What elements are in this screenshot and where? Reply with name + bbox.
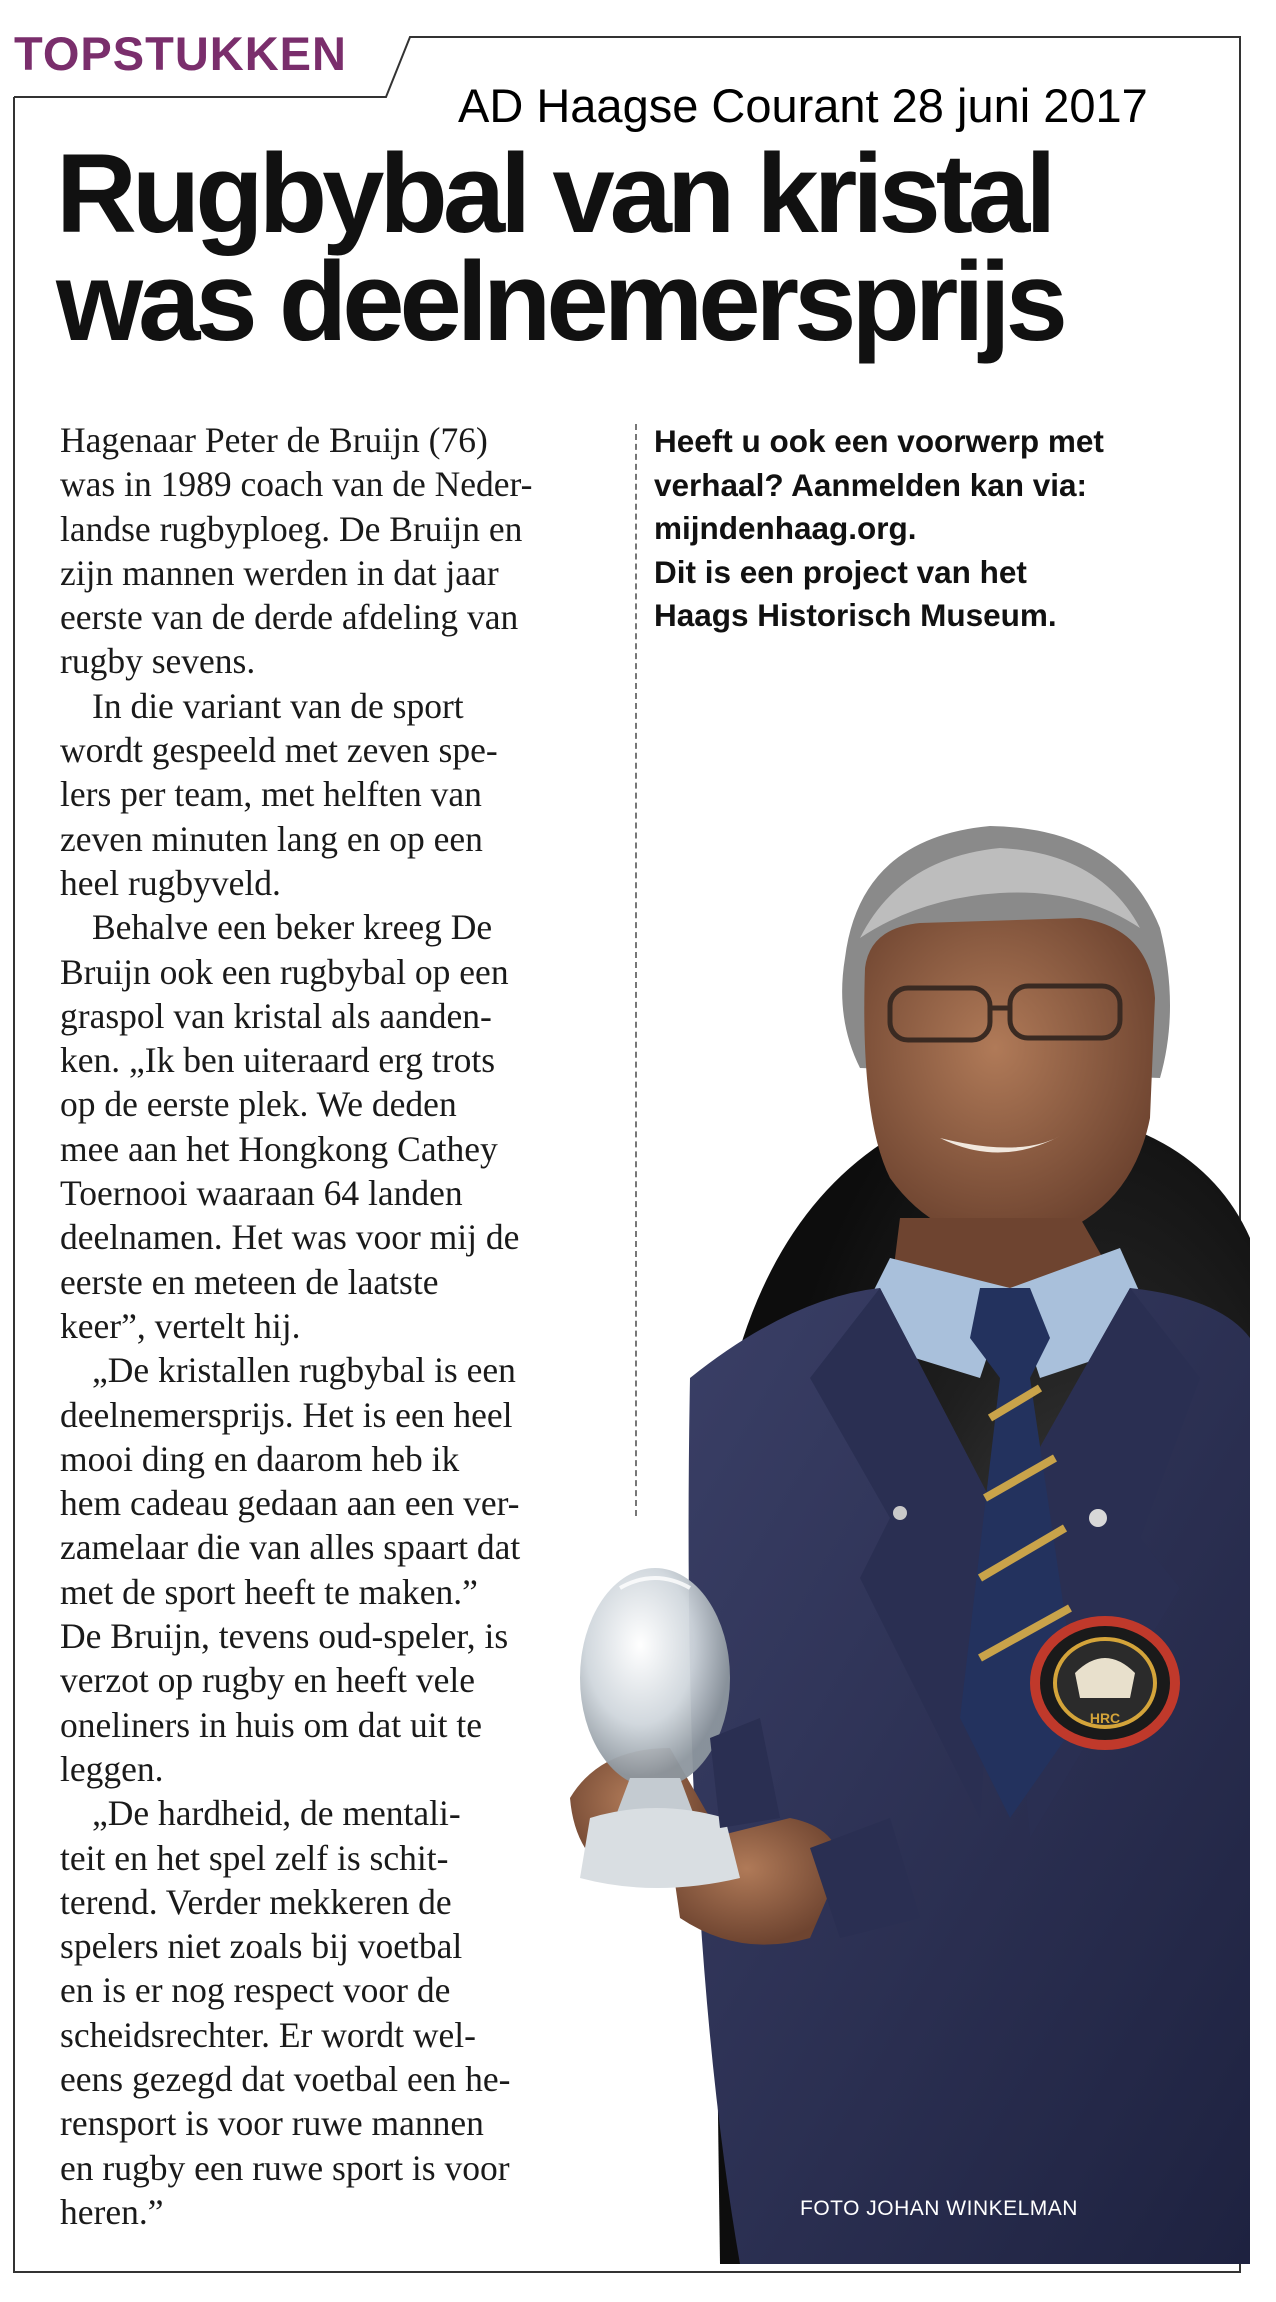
sidebar-link[interactable]: mijndenhaag.org. <box>654 510 917 546</box>
headline-line-1: Rugbybal van kristal <box>56 131 1052 256</box>
sidebar-line: Dit is een project van het <box>654 553 1027 590</box>
article-body <box>60 418 620 2234</box>
text-line: graspol van kristal als aanden- <box>60 995 492 1036</box>
club-badge <box>1035 1621 1175 1745</box>
text-line: deelnamen. Het was voor mij de <box>60 1217 520 1258</box>
text-line: en is er nog respect voor de <box>60 1970 451 2011</box>
sidebar-callout <box>654 420 1214 638</box>
text-line: op de eerste plek. We deden <box>60 1084 457 1125</box>
text-line: leggen. <box>60 1748 164 1789</box>
text-line: De Bruijn, tevens oud-speler, is <box>60 1616 509 1657</box>
text-line: ken. „Ik ben uiteraard erg trots <box>60 1040 496 1081</box>
paragraph-2 <box>60 684 620 905</box>
text-line: was in 1989 coach van de Neder- <box>60 464 533 505</box>
section-label: TOPSTUKKEN <box>14 27 347 80</box>
paragraph-4 <box>60 1348 620 1791</box>
text-line: Toernooi waaraan 64 landen <box>60 1173 463 1214</box>
text-line: terend. Verder mekkeren de <box>60 1881 452 1922</box>
crystal-trophy <box>580 1568 740 1888</box>
text-line: keer”, vertelt hij. <box>60 1305 301 1346</box>
text-line: „De hardheid, de mentali- <box>92 1793 461 1834</box>
text-line: met de sport heeft te maken.” <box>60 1571 478 1612</box>
sidebar-line: Heeft u ook een voorwerp met <box>654 423 1104 459</box>
photo-credit: FOTO JOHAN WINKELMAN <box>800 2197 1078 2220</box>
text-line: hem cadeau gedaan aan een ver- <box>60 1483 520 1524</box>
text-line: mee aan het Hongkong Cathey <box>60 1128 498 1169</box>
headline <box>56 131 1063 364</box>
text-line: deelnemersprijs. Het is een heel <box>60 1394 513 1435</box>
text-line: rensport is voor ruwe mannen <box>60 2103 484 2144</box>
text-line: zeven minuten lang en op een <box>60 818 483 859</box>
badge-text: HRC <box>1089 1710 1121 1726</box>
text-line: wordt gespeeld met zeven spe- <box>60 730 498 771</box>
sidebar-line: Haags Historisch Museum. <box>654 597 1057 633</box>
headline-line-2: was deelnemersprijs <box>56 239 1063 364</box>
text-line: „De kristallen rugbybal is een <box>92 1350 516 1391</box>
portrait-photo <box>560 818 1250 2264</box>
text-line: scheidsrechter. Er wordt wel- <box>60 2014 476 2055</box>
text-line: oneliners in huis om dat uit te <box>60 1704 482 1745</box>
text-line: Hagenaar Peter de Bruijn (76) <box>60 420 488 460</box>
text-line: eerste van de derde afdeling van <box>60 597 519 638</box>
text-line: In die variant van de sport <box>92 685 464 726</box>
paragraph-5 <box>60 1791 620 2234</box>
text-line: mooi ding en daarom heb ik <box>60 1438 460 1479</box>
source-line: AD Haagse Courant 28 juni 2017 <box>458 79 1148 132</box>
sidebar-line: verhaal? Aanmelden kan via: <box>654 466 1088 503</box>
text-line: heren.” <box>60 2191 164 2232</box>
text-line: lers per team, met helften van <box>60 774 482 815</box>
text-line: Bruijn ook een rugbybal op een <box>60 951 509 992</box>
paragraph-3 <box>60 905 620 1348</box>
text-line: heel rugbyveld. <box>60 862 281 903</box>
text-line: spelers niet zoals bij voetbal <box>60 1926 463 1967</box>
text-line: landse rugbyploeg. De Bruijn en <box>60 508 523 549</box>
text-line: zijn mannen werden in dat jaar <box>60 552 499 593</box>
text-line: zamelaar die van alles spaart dat <box>60 1527 521 1568</box>
text-line: eens gezegd dat voetbal een he- <box>60 2058 511 2099</box>
paragraph-1 <box>60 418 620 684</box>
text-line: en rugby een ruwe sport is voor <box>60 2147 510 2188</box>
text-line: teit en het spel zelf is schit- <box>60 1837 449 1878</box>
text-line: rugby sevens. <box>60 641 256 682</box>
text-line: Behalve een beker kreeg De <box>92 907 493 948</box>
text-line: verzot op rugby en heeft vele <box>60 1660 475 1701</box>
text-line: eerste en meteen de laatste <box>60 1261 439 1302</box>
